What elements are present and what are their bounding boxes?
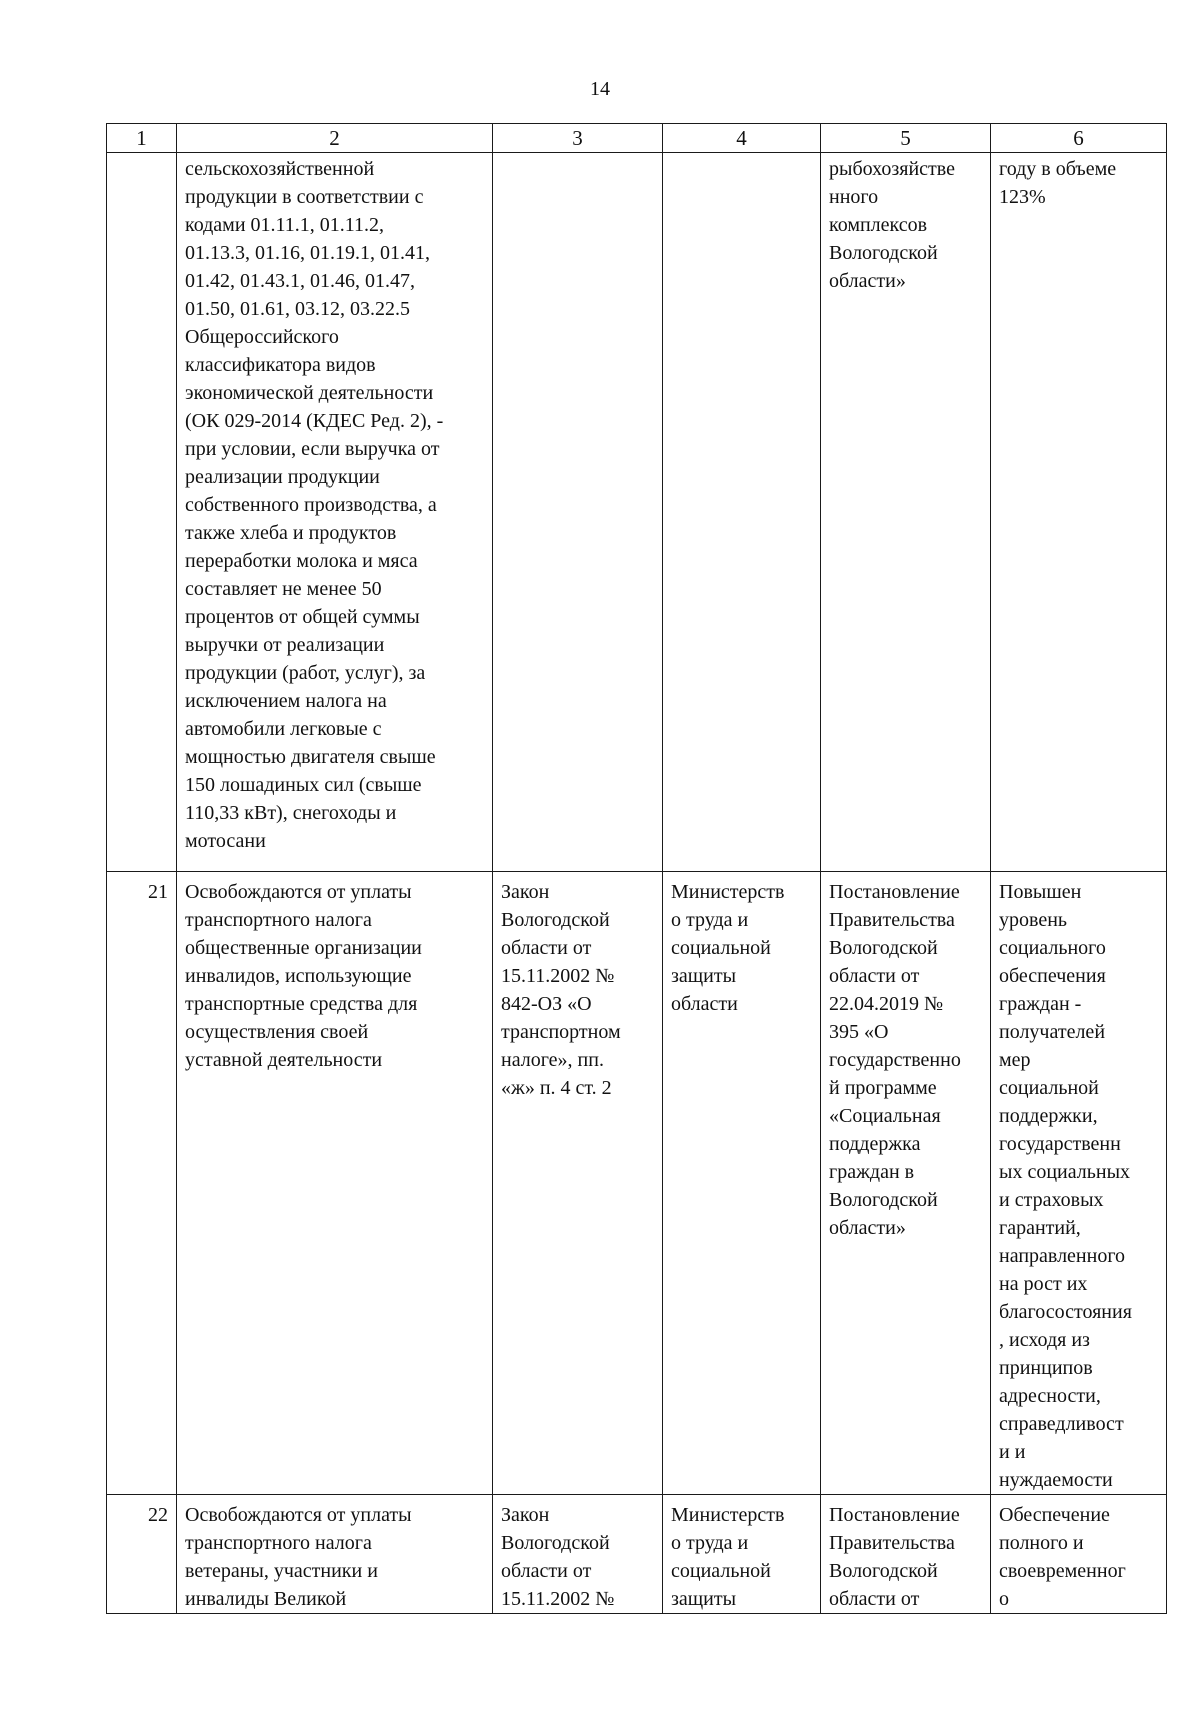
row-number: 22	[107, 1495, 177, 1614]
cell-goal: Повышен уровень социального обеспечения граждан - получателей мер социальной поддержки, государственн ых социальных и страховых гарантий, направленного на рост их благосостояния , исходя из принципов адресности, справедливост и и нуждаемости	[991, 872, 1167, 1495]
header-col-1: 1	[107, 124, 177, 153]
row-number	[107, 153, 177, 872]
page-number: 14	[590, 78, 610, 100]
cell-legal-basis	[493, 153, 663, 872]
header-col-5: 5	[821, 124, 991, 153]
table-row	[107, 153, 1167, 872]
document-table	[106, 123, 1167, 1614]
cell-description: Освобождаются от уплаты транспортного налога ветераны, участники и инвалиды Великой	[177, 1495, 493, 1614]
header-col-6: 6	[991, 124, 1167, 153]
cell-program: Постановление Правительства Вологодской области от	[821, 1495, 991, 1614]
cell-goal: году в объеме 123%	[991, 153, 1167, 872]
cell-legal-basis: Закон Вологодской области от 15.11.2002 № 842-ОЗ «О транспортном налоге», пп. «ж» п. 4 ст. 2	[493, 872, 663, 1495]
header-col-4: 4	[663, 124, 821, 153]
cell-description: Освобождаются от уплаты транспортного налога общественные организации инвалидов, использующие транспортные средства для осуществления своей уставной деятельности	[177, 872, 493, 1495]
cell-goal: Обеспечение полного и своевременног о	[991, 1495, 1167, 1614]
table-row	[107, 1495, 1167, 1614]
cell-curator: Министерств о труда и социальной защиты области	[663, 872, 821, 1495]
cell-program: рыбохозяйстве нного комплексов Вологодской области»	[821, 153, 991, 872]
cell-legal-basis: Закон Вологодской области от 15.11.2002 №	[493, 1495, 663, 1614]
cell-program: Постановление Правительства Вологодской области от 22.04.2019 № 395 «О государственно й программе «Социальная поддержка граждан в Вологодской области»	[821, 872, 991, 1495]
header-col-3: 3	[493, 124, 663, 153]
cell-description: сельскохозяйственной продукции в соответствии с кодами 01.11.1, 01.11.2, 01.13.3, 01.16, 01.19.1, 01.41, 01.42, 01.43.1, 01.46, 01.47, 01.50, 01.61, 03.12, 03.22.5 Общероссийского классификатора видов экономической деятельности (ОК 029-2014 (КДЕС Ред. 2), - при условии, если выручка от реализации продукции собственного производства, а также хлеба и продуктов переработки молока и мяса составляет не менее 50 процентов от общей суммы выручки от реализации продукции (работ, услуг), за исключением налога на автомобили легковые с мощностью двигателя свыше 150 лошадиных сил (свыше 110,33 кВт), снегоходы и мотосани	[177, 153, 493, 872]
cell-curator: Министерств о труда и социальной защиты	[663, 1495, 821, 1614]
header-col-2: 2	[177, 124, 493, 153]
cell-curator	[663, 153, 821, 872]
table-header-row	[107, 124, 1167, 153]
table-row	[107, 872, 1167, 1495]
row-number: 21	[107, 872, 177, 1495]
